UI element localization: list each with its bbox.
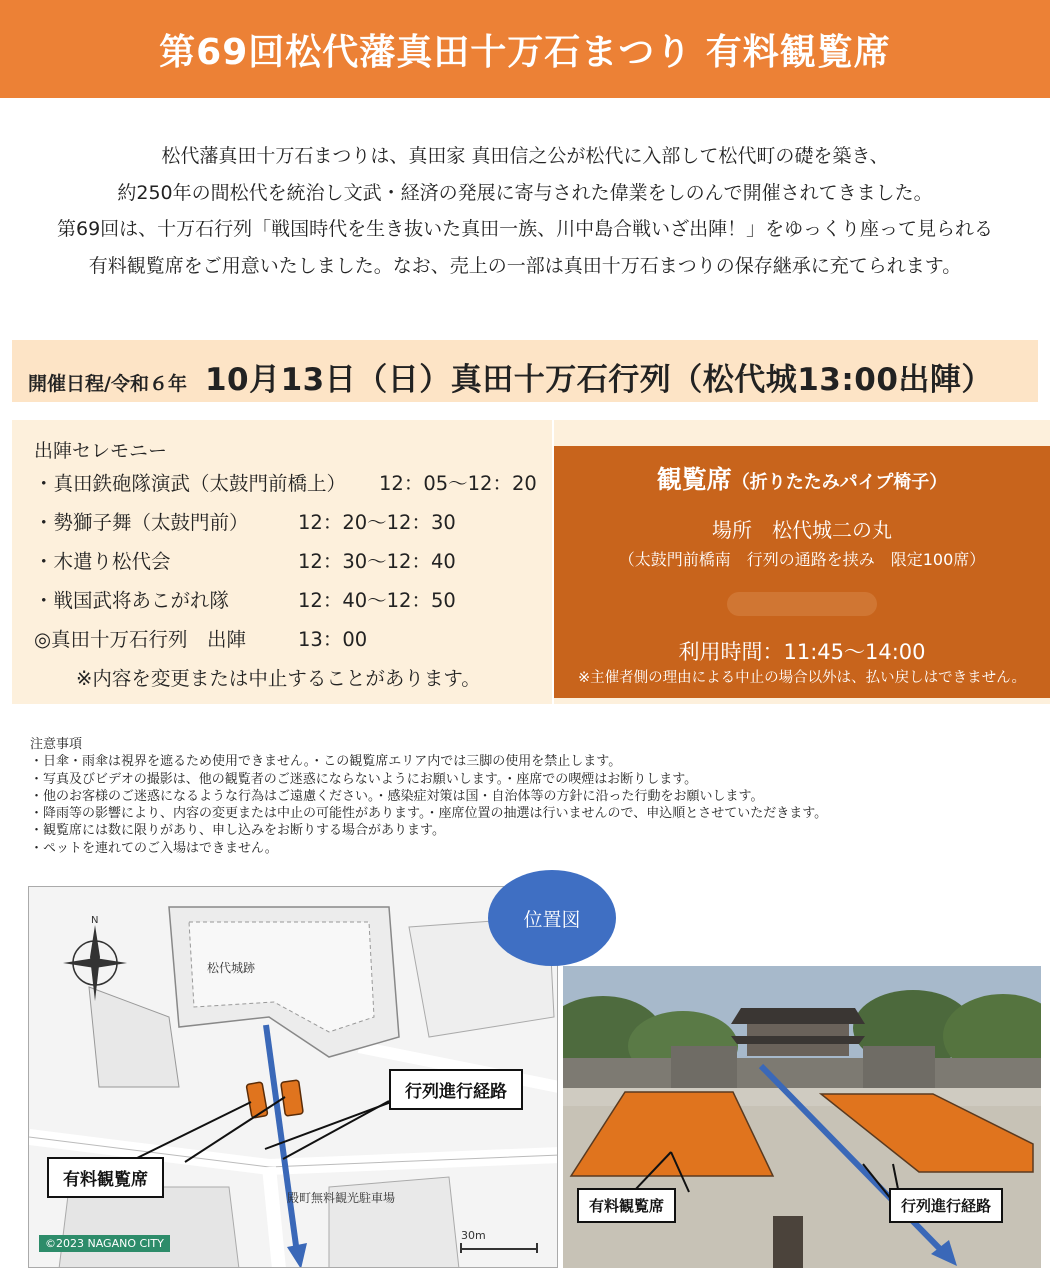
map-credit: ©2023 NAGANO CITY bbox=[39, 1235, 170, 1252]
event-date-band bbox=[12, 340, 1038, 402]
caution-line: ・他のお客様のご迷惑になるような行為はご遠慮ください。・感染症対策は国・自治体等の方針に沿った行動をお願いします。 bbox=[30, 788, 764, 804]
route-label: 行列進行経路 bbox=[389, 1069, 523, 1110]
castle-label: 松代城跡 bbox=[207, 961, 256, 975]
intro-line: 松代藩真田十万石まつりは、真田家 真田信之公が松代に入部して松代町の礎を築き、 bbox=[161, 145, 889, 167]
page-header bbox=[0, 0, 1050, 98]
intro-line: 第69回は、十万石行列「戦国時代を生き抜いた真田一族、川中島合戦いざ出陣！」をゆっくり座って見られる bbox=[57, 218, 993, 240]
caution-line: ・ペットを連れてのご入場はできません。 bbox=[30, 840, 278, 856]
ceremony-name: ・戦国武将あこがれ隊 bbox=[34, 589, 230, 612]
blurred-area bbox=[727, 592, 877, 616]
ceremony-time: 12：40～12：50 bbox=[298, 589, 456, 612]
seat-place-note: （太鼓門前橋南 行列の通路を挟み 限定100席） bbox=[618, 550, 986, 569]
ceremony-name: ・勢獅子舞（太鼓門前） bbox=[34, 511, 249, 534]
ceremony-row bbox=[34, 585, 552, 624]
intro-line: 約250年の間松代を統治し文武・経済の発展に寄与された偉業をしのんで開催されてきました。 bbox=[117, 181, 933, 204]
intro-text bbox=[0, 138, 1050, 284]
date-main: 10月13日（日）真田十万石行列（松代城13:00出陣） bbox=[204, 362, 993, 398]
ceremony-row bbox=[34, 546, 552, 585]
ceremony-row bbox=[34, 624, 552, 663]
ceremony-title: 出陣セレモニー bbox=[34, 440, 168, 462]
caution-line: ・写真及びビデオの撮影は、他の観覧者のご迷惑にならないようにお願いします。・座席での喫煙はお断りします。 bbox=[30, 771, 698, 787]
seat-title-sub: （折りたたみパイプ椅子） bbox=[731, 472, 948, 493]
position-map-badge: 位置図 bbox=[488, 870, 616, 966]
ceremony-time: 12：05～12：20 bbox=[379, 472, 537, 495]
refund-note: ※主催者側の理由による中止の場合以外は、払い戻しはできません。 bbox=[577, 670, 1027, 686]
compass-north: N bbox=[91, 915, 99, 926]
scale-label: 30m bbox=[461, 1229, 486, 1242]
intro-line: 有料観覧席をご用意いたしました。なお、売上の一部は真田十万石まつりの保存継承に充てられます。 bbox=[88, 254, 962, 277]
ceremony-time: 12：30～12：40 bbox=[298, 550, 456, 573]
ceremony-name: ・木遣り松代会 bbox=[34, 550, 171, 573]
site-photo bbox=[563, 966, 1041, 1268]
caution-line: ・日傘・雨傘は視界を遮るため使用できません。・この観覧席エリア内では三脚の使用を禁止します。 bbox=[30, 754, 622, 770]
photo-route-label: 行列進行経路 bbox=[889, 1188, 1003, 1223]
ceremony-time: 12：20～12：30 bbox=[298, 511, 456, 534]
date-label: 開催日程/令和６年 bbox=[28, 373, 187, 395]
seat-title-main: 観覧席 bbox=[656, 465, 732, 494]
ceremony-row bbox=[34, 507, 552, 546]
caution-line: ・観覧席には数に限りがあり、申し込みをお断りする場合があります。 bbox=[30, 823, 445, 839]
seat-place: 場所 松代城二の丸 bbox=[712, 518, 892, 542]
ceremony-note: ※内容を変更または中止することがあります。 bbox=[76, 667, 481, 690]
cautions-section bbox=[30, 736, 1030, 857]
caution-line: ・降雨等の影響により、内容の変更または中止の可能性があります。・座席位置の抽選は行いませんので、申込順とさせていただきます。 bbox=[30, 806, 828, 822]
seat-time: 利用時間：11:45～14:00 bbox=[678, 640, 926, 664]
ceremony-panel bbox=[12, 420, 552, 704]
ceremony-name: ◎真田十万石行列 出陣 bbox=[34, 628, 247, 651]
seat-title bbox=[554, 460, 1050, 496]
seat-info-box bbox=[554, 446, 1050, 698]
location-map bbox=[28, 886, 558, 1268]
parking-label: 殿町無料観光駐車場 bbox=[287, 1191, 396, 1205]
cautions-title: 注意事項 bbox=[30, 737, 83, 752]
ceremony-time: 13：00 bbox=[298, 628, 368, 651]
ceremony-name: ・真田鉄砲隊演武（太鼓門前橋上） bbox=[34, 472, 347, 495]
photo-seat-label: 有料観覧席 bbox=[577, 1188, 676, 1223]
page-title: 第69回松代藩真田十万石まつり 有料観覧席 bbox=[159, 31, 891, 73]
seat-label: 有料観覧席 bbox=[47, 1157, 164, 1198]
seat-info-panel bbox=[554, 420, 1050, 704]
ceremony-row bbox=[34, 468, 552, 507]
